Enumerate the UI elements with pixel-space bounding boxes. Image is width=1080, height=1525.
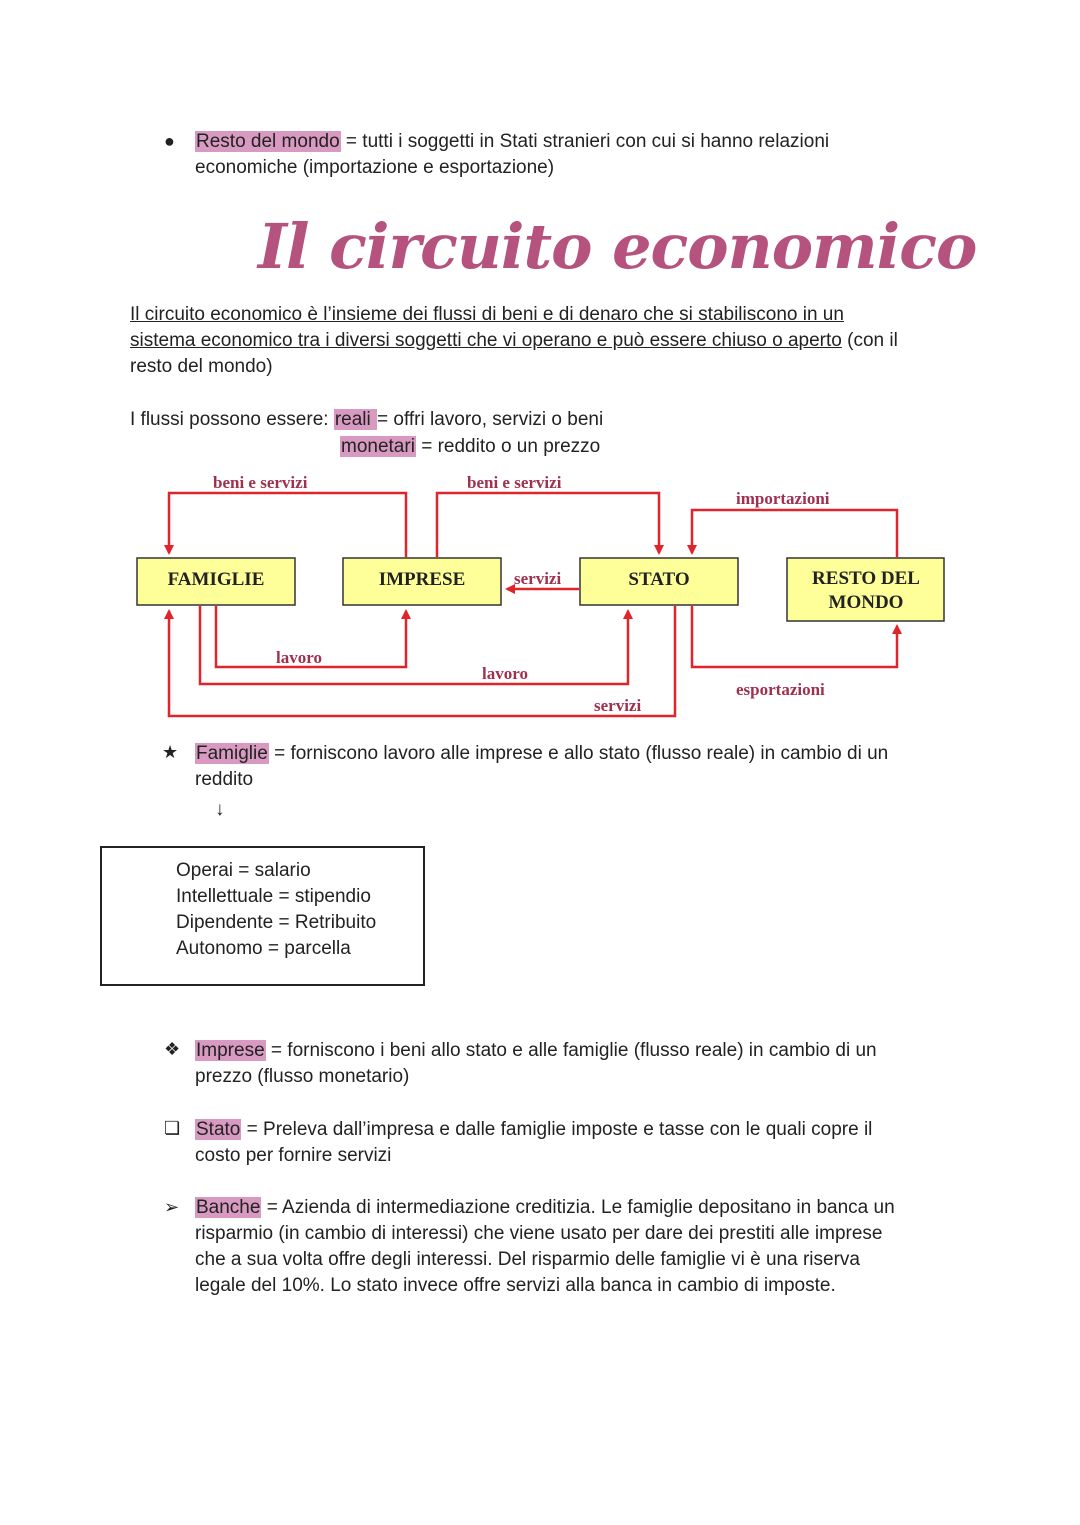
box-imprese-label: IMPRESE [378, 569, 466, 590]
diamond-bullet: ❖ [164, 1039, 181, 1059]
imprese-line1 [195, 1038, 877, 1064]
income-item-intellettuale: Intellettuale = stipendio [176, 886, 371, 907]
monetari-term: monetari [341, 436, 415, 457]
income-item-operai: Operai = salario [176, 860, 311, 881]
label-beni-servizi-1: beni e servizi [213, 473, 308, 492]
page-title: Il circuito economico [258, 210, 977, 283]
box-imprese [343, 558, 501, 605]
imprese-line2: prezzo (flusso monetario) [195, 1066, 410, 1087]
resto-line2: economiche (importazione e esportazione) [195, 157, 555, 178]
banche-line2: risparmio (in cambio di interessi) che viene usato per dare dei prestiti alle imprese [195, 1223, 883, 1244]
label-servizi-mid: servizi [514, 569, 562, 588]
income-box [100, 846, 425, 986]
bullet-dot: ● [164, 131, 175, 151]
definition-line1: Il circuito economico è l’insieme dei flussi di beni e di denaro che si stabiliscono in un [130, 304, 844, 325]
banche-line4: legale del 10%. Lo stato invece offre servizi alla banca in cambio di imposte. [195, 1275, 836, 1296]
box-famiglie [137, 558, 295, 605]
label-lavoro-1: lavoro [276, 648, 322, 667]
flow-importazioni [692, 510, 897, 557]
famiglie-term: Famiglie [196, 743, 268, 764]
label-beni-servizi-2: beni e servizi [467, 473, 562, 492]
imprese-term: Imprese [196, 1040, 265, 1061]
box-stato-label: STATO [628, 569, 690, 590]
banche-term: Banche [196, 1197, 261, 1218]
stato-def: = Preleva dall’impresa e dalle famiglie imposte e tasse con le quali copre il [241, 1119, 873, 1140]
arrowhead-bullet: ➢ [164, 1197, 180, 1217]
flow-beni-imprese-stato [437, 493, 659, 557]
box-resto-del-mondo [787, 558, 944, 621]
label-lavoro-2: lavoro [482, 664, 528, 683]
definition-line2-tail: (con il [841, 330, 898, 351]
famiglie-line1 [195, 741, 888, 767]
box-stato [580, 558, 738, 605]
down-arrow-icon: ↓ [215, 799, 225, 820]
box-famiglie-label: FAMIGLIE [167, 569, 265, 590]
label-servizi-bottom: servizi [594, 696, 642, 715]
definition-line3: resto del mondo) [130, 356, 273, 377]
stato-line1 [195, 1117, 872, 1143]
income-item-autonomo: Autonomo = parcella [176, 938, 351, 959]
income-item-dipendente: Dipendente = Retribuito [176, 912, 377, 933]
flussi-intro: I flussi possono essere: [130, 409, 334, 430]
resto-def: = tutti i soggetti in Stati stranieri con cui si hanno relazioni [340, 131, 830, 152]
box-bullet: ❏ [164, 1118, 181, 1138]
famiglie-def: = forniscono lavoro alle imprese e allo stato (flusso reale) in cambio di un [268, 743, 889, 764]
imprese-def: = forniscono i beni allo stato e alle famiglie (flusso reale) in cambio di un [265, 1040, 877, 1061]
reali-term: reali [334, 409, 377, 430]
label-esportazioni: esportazioni [736, 680, 825, 699]
label-importazioni: importazioni [736, 489, 830, 508]
stato-term: Stato [196, 1119, 241, 1140]
monetari-def: = reddito o un prezzo [415, 436, 601, 457]
flow-lavoro-famiglie-stato [200, 606, 628, 684]
box-resto-label-2: MONDO [828, 592, 904, 613]
circuit-diagram [0, 0, 1080, 740]
banche-line1 [195, 1195, 895, 1221]
definition-line2-underlined: sistema economico tra i diversi soggetti che vi operano e può essere chiuso o aperto [130, 330, 842, 351]
banche-def: = Azienda di intermediazione creditizia. Le famiglie depositano in banca un [261, 1197, 895, 1218]
star-bullet: ★ [162, 742, 179, 762]
banche-line3: che a sua volta offre degli interessi. Del risparmio delle famiglie vi è una riserva [195, 1249, 860, 1270]
famiglie-line2: reddito [195, 769, 254, 790]
box-resto-label-1: RESTO DEL [812, 568, 920, 589]
flow-beni-imprese-famiglie [169, 493, 406, 557]
resto-term: Resto del mondo [196, 131, 340, 152]
stato-line2: costo per fornire servizi [195, 1145, 392, 1166]
reali-def: = offri lavoro, servizi o beni [377, 409, 604, 430]
